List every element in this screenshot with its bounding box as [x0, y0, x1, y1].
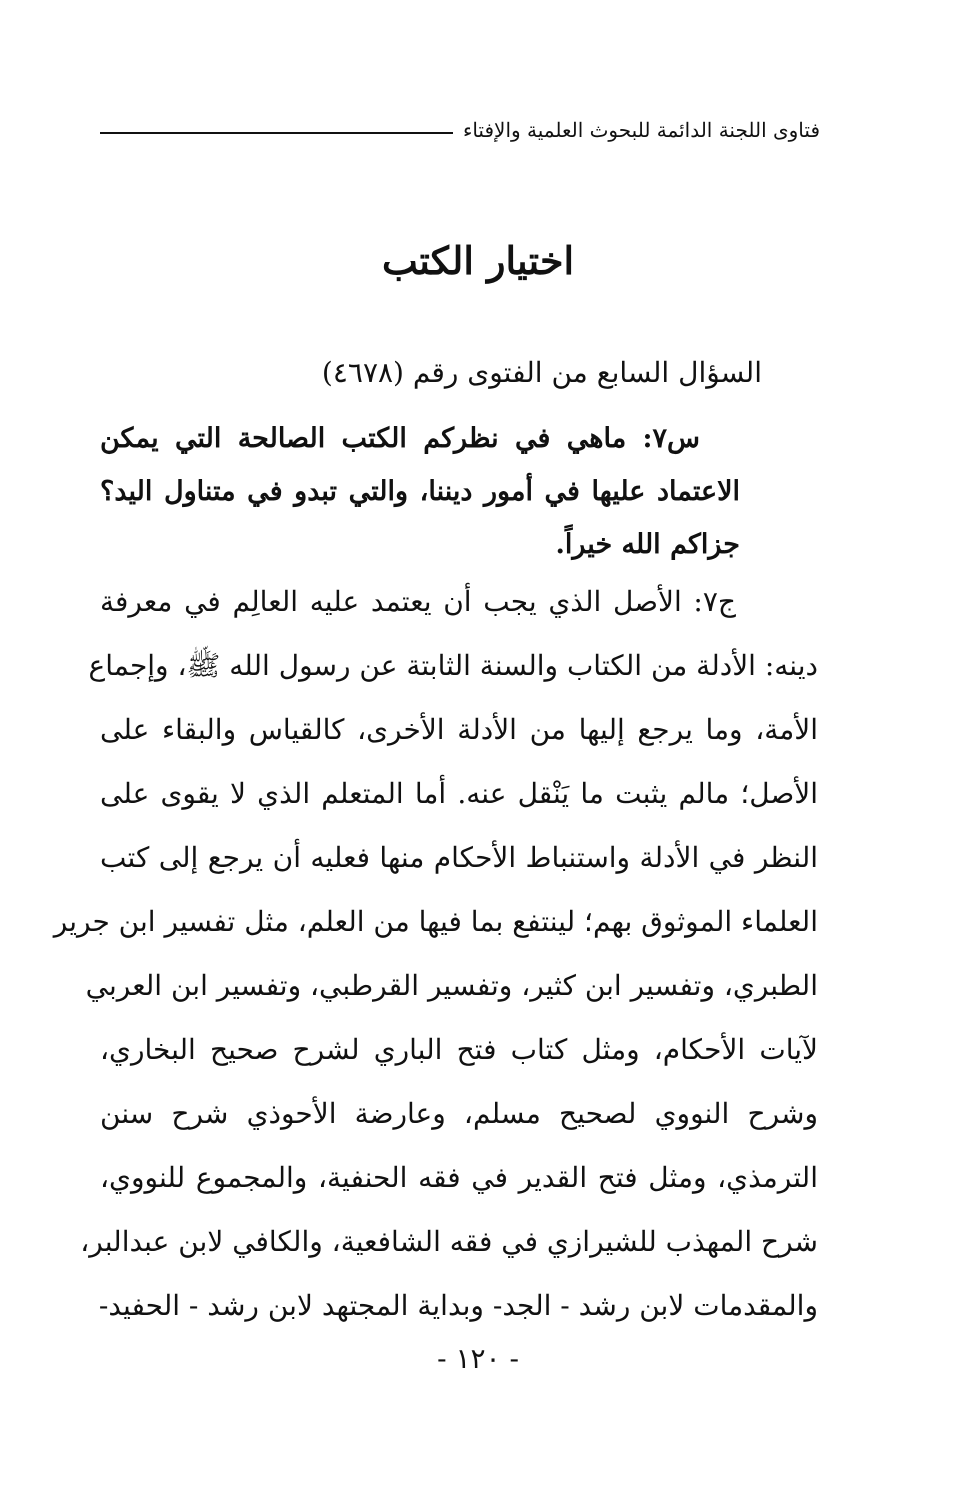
answer-line: الأمة، وما يرجع إليها من الأدلة الأخرى، كالقياس والبقاء على	[100, 713, 818, 746]
question-block	[100, 412, 740, 571]
answer-block	[53, 570, 818, 1338]
fatwa-reference: السؤال السابع من الفتوى رقم (٤٦٧٨)	[321, 356, 762, 389]
answer-line: الطبري، وتفسير ابن كثير، وتفسير القرطبي، وتفسير ابن العربي	[85, 969, 818, 1002]
header-rule	[100, 132, 453, 134]
answer-line: والمقدمات لابن رشد - الجد- وبداية المجتهد لابن رشد - الحفيد-	[98, 1289, 818, 1322]
running-header	[100, 112, 820, 148]
answer-line: النظر في الأدلة واستنباط الأحكام منها فعليه أن يرجع إلى كتب	[100, 841, 818, 874]
answer-line: الأصل؛ مالم يثبت ما يَنْقل عنه. أما المتعلم الذي لا يقوى على	[100, 777, 818, 810]
section-title: اختيار الكتب	[381, 238, 575, 283]
answer-line: دينه: الأدلة من الكتاب والسنة الثابتة عن رسول الله ﷺ، وإجماع	[88, 649, 818, 682]
answer-line: لآيات الأحكام، ومثل كتاب فتح الباري لشرح صحيح البخاري،	[100, 1033, 818, 1066]
question-line: الاعتماد عليها في أمور ديننا، والتي تبدو في متناول اليد؟	[100, 476, 740, 507]
question-line: س٧: ماهي في نظركم الكتب الصالحة التي يمكن	[100, 423, 700, 454]
answer-line: ج٧: الأصل الذي يجب أن يعتمد عليه العالِم في معرفة	[100, 585, 736, 618]
answer-line: الترمذي، ومثل فتح القدير في فقه الحنفية، والمجموع للنووي،	[100, 1161, 818, 1194]
answer-line: العلماء الموثوق بهم؛ لينتفع بما فيها من العلم، مثل تفسير ابن جرير	[53, 905, 818, 938]
page-number: - ١٢٠ -	[437, 1342, 519, 1375]
answer-line: وشرح النووي لصحيح مسلم، وعارضة الأحوذي شرح سنن	[100, 1097, 818, 1130]
running-header-title: فتاوى اللجنة الدائمة للبحوث العلمية والإفتاء	[462, 118, 820, 142]
question-line: جزاكم الله خيراً.	[555, 529, 740, 560]
answer-line: شرح المهذب للشيرازي في فقه الشافعية، والكافي لابن عبدالبر،	[80, 1225, 818, 1258]
